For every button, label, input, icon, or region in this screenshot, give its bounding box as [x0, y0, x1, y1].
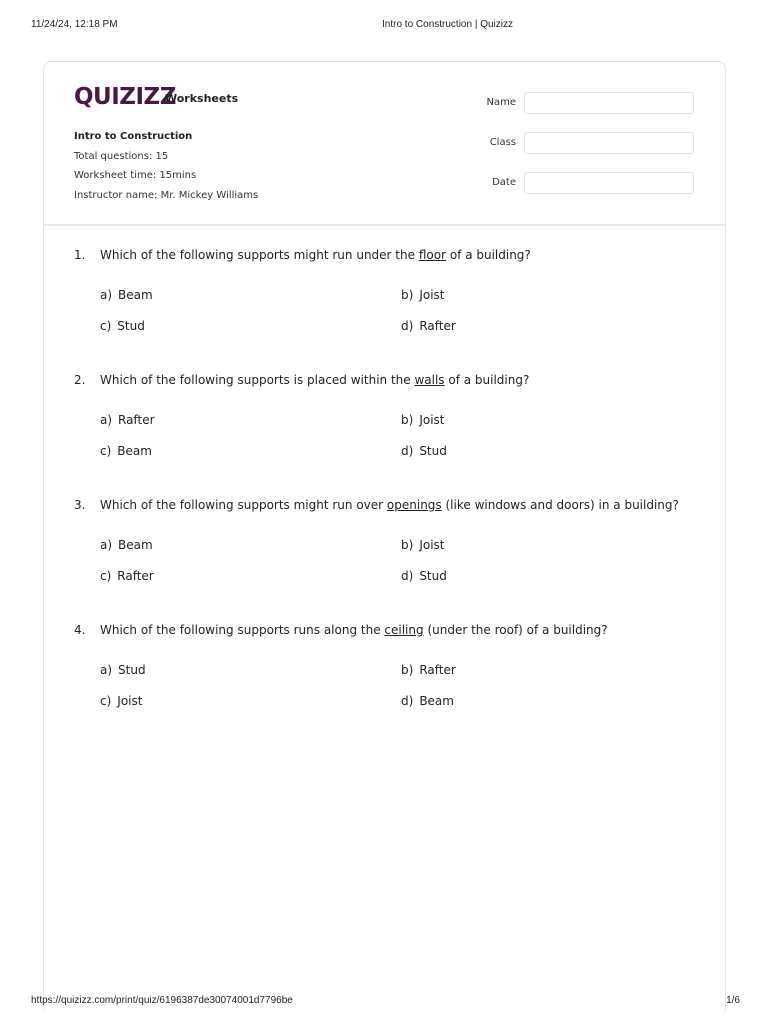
option-letter: b)	[401, 288, 414, 302]
worksheet-title: Intro to Construction	[74, 131, 193, 142]
name-label: Name	[486, 97, 516, 108]
question-number: 3.	[74, 498, 86, 512]
question-text	[100, 623, 608, 637]
question-text-post: (under the roof) of a building?	[423, 623, 608, 637]
answer-option	[401, 694, 454, 708]
option-text: Joist	[419, 538, 445, 552]
question-text-pre: Which of the following supports runs along the	[100, 623, 385, 637]
answer-option	[100, 694, 142, 708]
option-text: Beam	[118, 538, 153, 552]
question-number: 2.	[74, 373, 86, 387]
question-text-post: of a building?	[446, 248, 531, 262]
print-page-title: Intro to Construction | Quizizz	[382, 19, 513, 30]
option-letter: c)	[100, 569, 112, 583]
question-item	[74, 623, 714, 748]
option-text: Joist	[117, 694, 143, 708]
worksheet-time: Worksheet time: 15mins	[74, 170, 197, 181]
worksheets-label: Worksheets	[165, 92, 239, 105]
question-text	[100, 248, 531, 262]
answer-option	[100, 569, 154, 583]
answer-option	[100, 288, 153, 302]
question-text-pre: Which of the following supports might run over	[100, 498, 387, 512]
name-field[interactable]	[524, 92, 694, 114]
question-text-pre: Which of the following supports is placed within the	[100, 373, 415, 387]
option-text: Rafter	[419, 663, 456, 677]
worksheet-header	[44, 62, 725, 226]
answer-option	[401, 444, 447, 458]
date-field[interactable]	[524, 172, 694, 194]
option-letter: a)	[100, 413, 113, 427]
answer-option	[401, 538, 444, 552]
question-keyword: ceiling	[384, 623, 424, 637]
option-text: Stud	[419, 569, 447, 583]
answer-option	[401, 319, 456, 333]
option-text: Joist	[419, 413, 445, 427]
print-datetime: 11/24/24, 12:18 PM	[31, 19, 118, 30]
option-letter: d)	[401, 319, 414, 333]
answer-option	[100, 444, 152, 458]
answer-option	[401, 663, 456, 677]
question-number: 4.	[74, 623, 86, 637]
question-number: 1.	[74, 248, 86, 262]
answer-option	[401, 569, 447, 583]
answer-option	[100, 663, 146, 677]
option-text: Beam	[419, 694, 454, 708]
print-header	[0, 19, 768, 33]
option-letter: a)	[100, 663, 113, 677]
option-letter: c)	[100, 694, 112, 708]
option-text: Stud	[118, 663, 146, 677]
option-text: Rafter	[118, 413, 155, 427]
question-item	[74, 498, 714, 623]
question-item	[74, 248, 714, 373]
total-questions: Total questions: 15	[74, 150, 169, 162]
question-list	[74, 248, 714, 748]
answer-option	[100, 538, 153, 552]
option-text: Stud	[419, 444, 447, 458]
option-letter: c)	[100, 319, 112, 333]
question-text-post: of a building?	[444, 373, 530, 387]
option-text: Rafter	[117, 569, 154, 583]
option-letter: d)	[401, 569, 414, 583]
option-text: Joist	[419, 288, 445, 302]
print-page-number: 1/6	[726, 995, 740, 1006]
class-label: Class	[489, 137, 516, 148]
option-letter: b)	[401, 413, 414, 427]
question-text-post: (like windows and doors) in a building?	[441, 498, 679, 512]
answer-option	[401, 413, 444, 427]
option-letter: a)	[100, 288, 113, 302]
print-url: https://quizizz.com/print/quiz/6196387de30074001d7796be	[31, 995, 293, 1006]
option-letter: d)	[401, 444, 414, 458]
question-text-pre: Which of the following supports might run under the	[100, 248, 419, 262]
option-letter: d)	[401, 694, 414, 708]
option-letter: a)	[100, 538, 113, 552]
question-text	[100, 498, 679, 512]
option-letter: c)	[100, 444, 112, 458]
class-field[interactable]	[524, 132, 694, 154]
question-keyword: floor	[418, 248, 446, 262]
instructor-name: Instructor name: Mr. Mickey Williams	[74, 189, 259, 201]
question-keyword: walls	[414, 373, 445, 387]
option-text: Beam	[117, 444, 152, 458]
quizizz-logo: QUIZIZZ	[74, 84, 176, 110]
date-label: Date	[492, 177, 516, 188]
question-item	[74, 373, 714, 498]
question-text	[100, 373, 529, 387]
answer-option	[401, 288, 444, 302]
option-text: Beam	[118, 288, 153, 302]
option-letter: b)	[401, 538, 414, 552]
option-text: Stud	[117, 319, 145, 333]
option-letter: b)	[401, 663, 414, 677]
question-keyword: openings	[386, 498, 442, 512]
option-text: Rafter	[419, 319, 456, 333]
answer-option	[100, 319, 145, 333]
worksheet-meta	[74, 127, 258, 205]
answer-option	[100, 413, 155, 427]
